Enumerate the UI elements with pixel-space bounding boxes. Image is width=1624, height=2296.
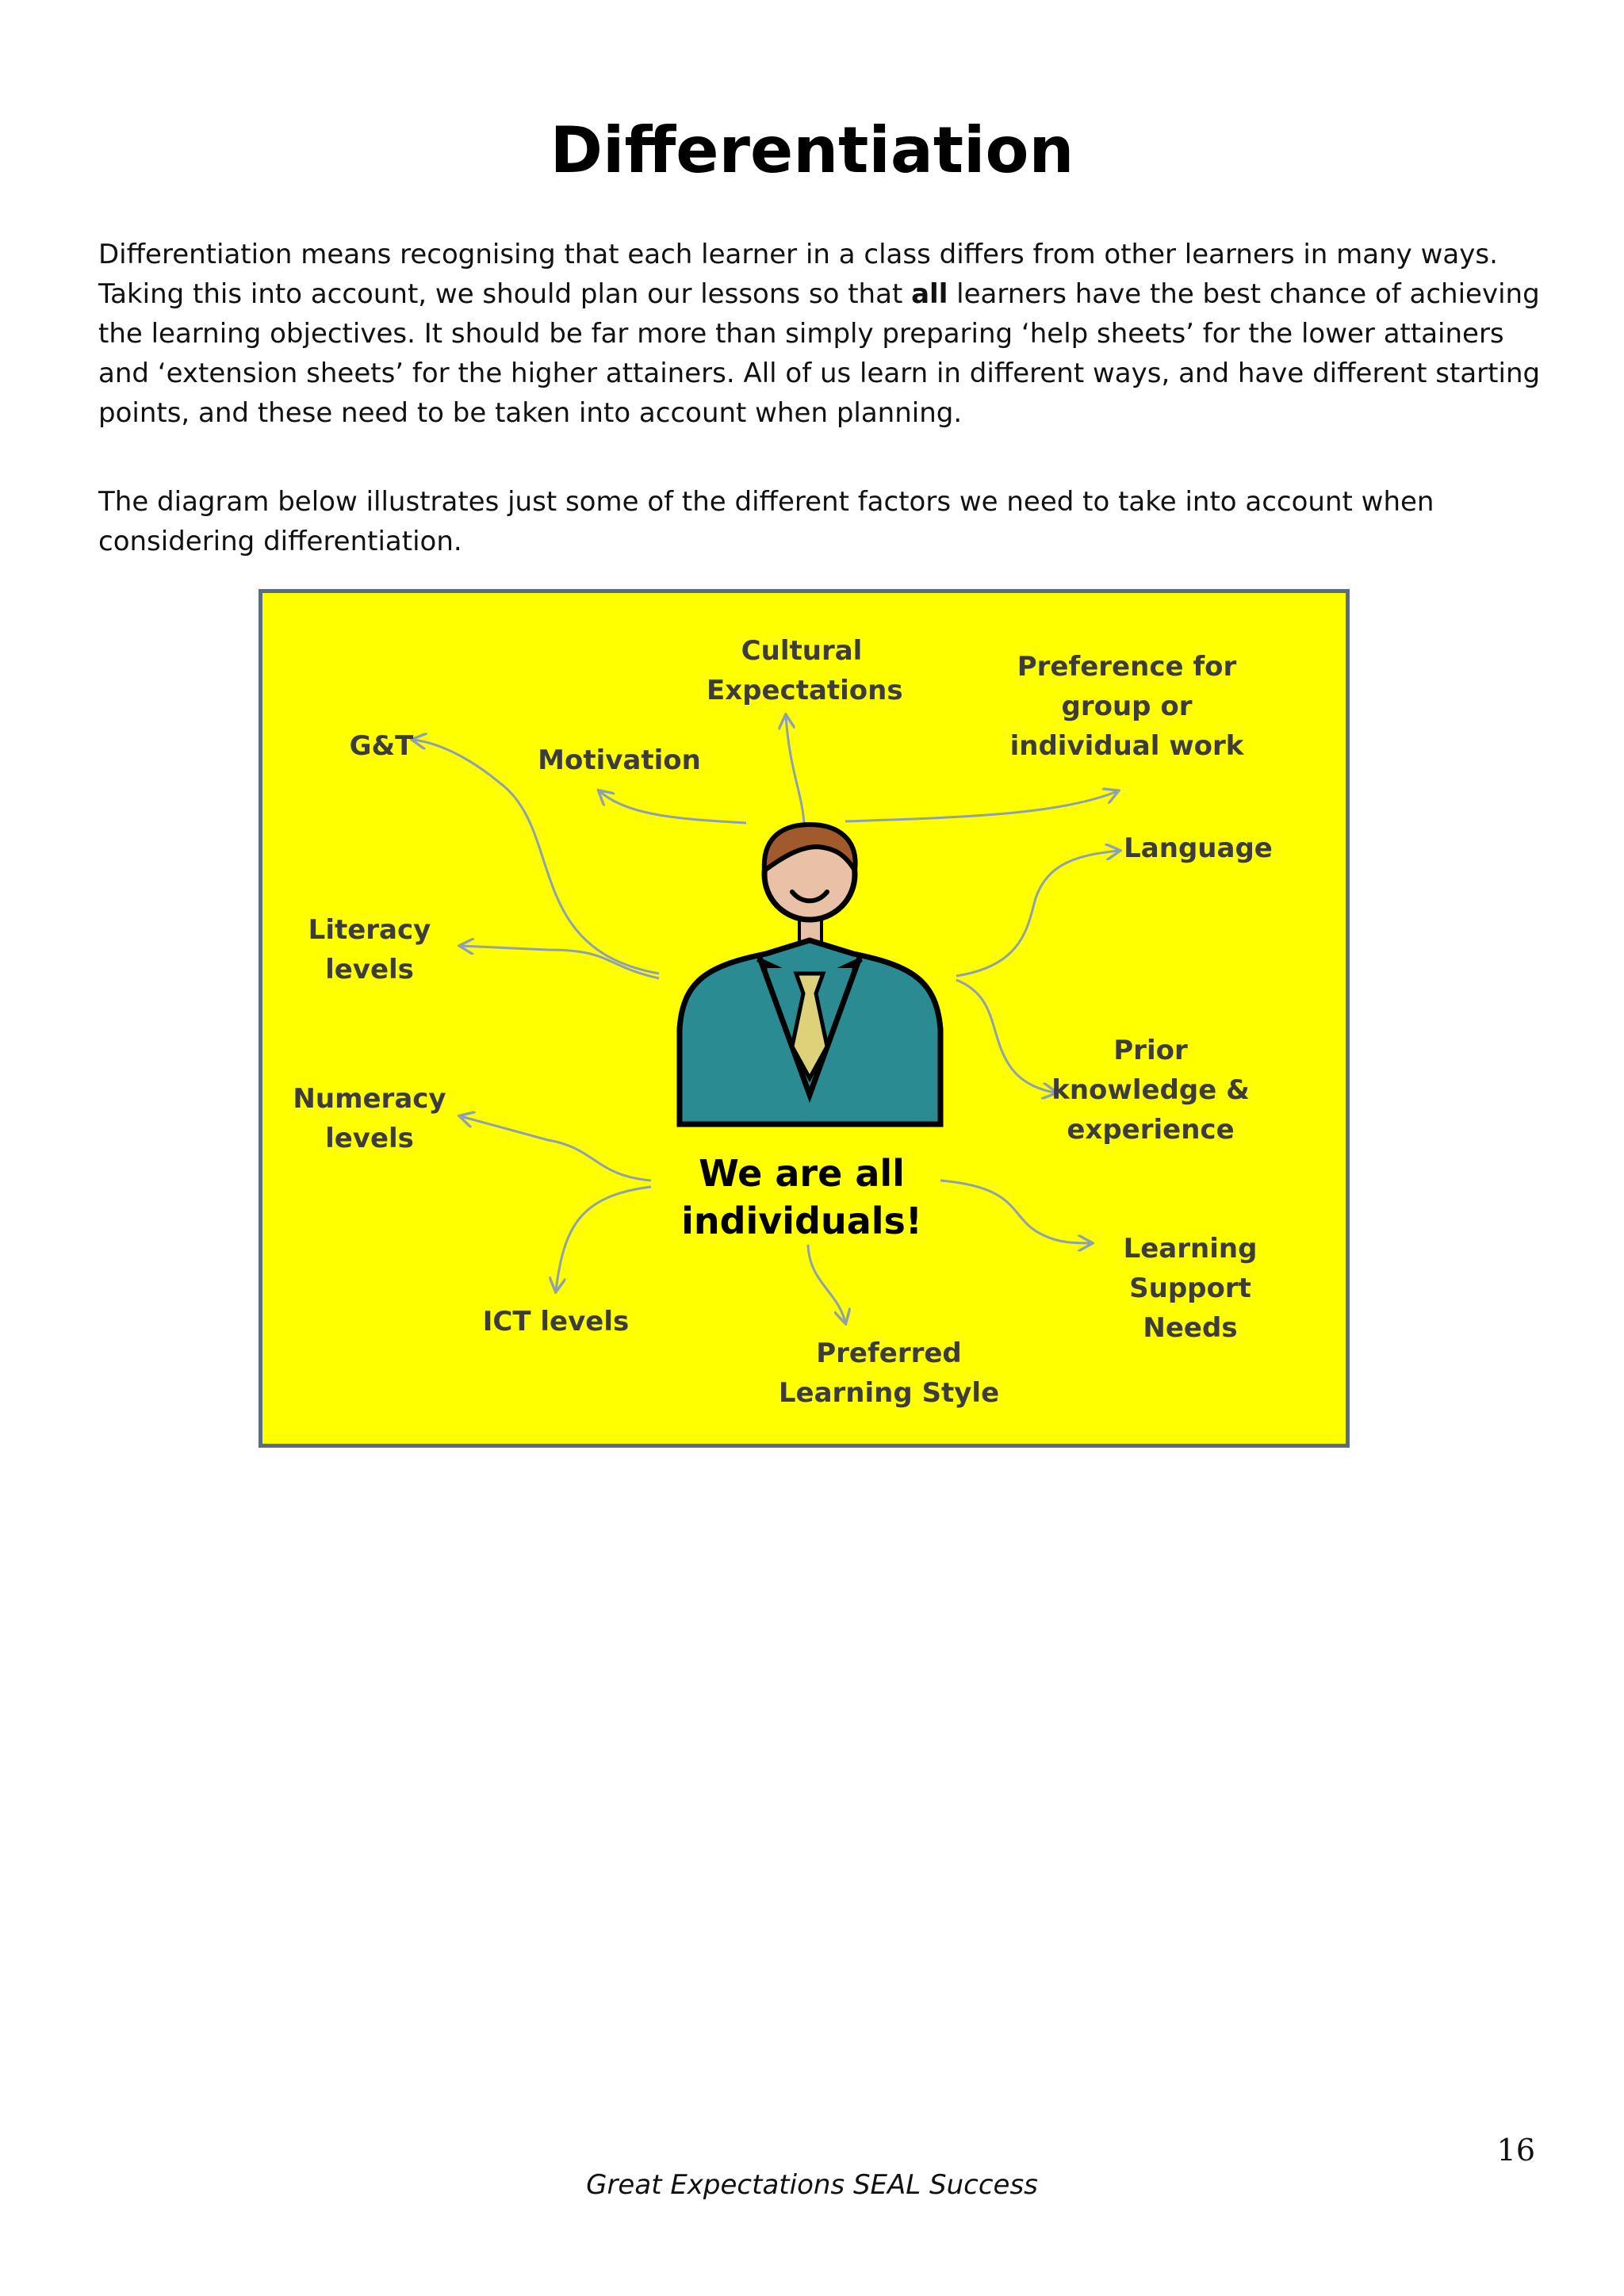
factor-motivation: Motivation [538, 744, 701, 776]
arrow-learning-style [808, 1245, 845, 1322]
intro-text-end: learners have the best chance of achieving the learning objectives. It should be far more than simply preparing ‘help sheets’ for the lower attainers and ‘extension sheets’ for the higher attainers. All of us learn in different ways, and have different starting points, and these need to be taken into account when planning. [98, 278, 1541, 429]
arrow-motivation [599, 791, 746, 823]
factor-gt: G&T [349, 730, 414, 762]
person-icon [680, 825, 940, 1124]
arrow-ict [556, 1187, 651, 1291]
page-number: 16 [1496, 2133, 1535, 2168]
arrow-cultural [786, 716, 804, 823]
arrow-numeracy [461, 1116, 651, 1181]
diagram-intro-paragraph: The diagram below illustrates just some of the different factors we need to take into account when considering differentiation. [98, 486, 1434, 557]
arrow-learning-support [940, 1181, 1091, 1243]
factor-literacy-levels: Literacy levels [308, 914, 431, 985]
factor-ict-levels: ICT levels [482, 1306, 630, 1337]
factor-language: Language [1124, 832, 1273, 864]
page-footer: Great Expectations SEAL Success [586, 2169, 1038, 2201]
arrow-prior [956, 980, 1055, 1093]
page-title: Differentiation [550, 113, 1074, 187]
factor-cultural-expectations: Cultural Expectations [707, 635, 903, 706]
intro-text-start: Differentiation means recognising that each learner in a class differs from other learners in many ways. Taking this into account, we should plan our lessons so that [98, 239, 1498, 310]
arrow-preference [845, 791, 1117, 821]
factor-learning-style: Preferred Learning Style [778, 1337, 1000, 1409]
factor-learning-support: Learning Support Needs [1123, 1233, 1258, 1344]
intro-paragraph [98, 235, 1542, 433]
differentiation-diagram [259, 589, 1350, 1448]
factor-prior-knowledge: Prior knowledge & experience [1051, 1035, 1250, 1146]
intro-text-bold: all [911, 278, 948, 310]
arrow-literacy [461, 946, 659, 978]
arrow-language [956, 851, 1119, 976]
factor-preference-work: Preference for group or individual work [1009, 651, 1244, 762]
factor-numeracy-levels: Numeracy levels [293, 1083, 446, 1154]
center-label: We are all individuals! [681, 1152, 922, 1242]
